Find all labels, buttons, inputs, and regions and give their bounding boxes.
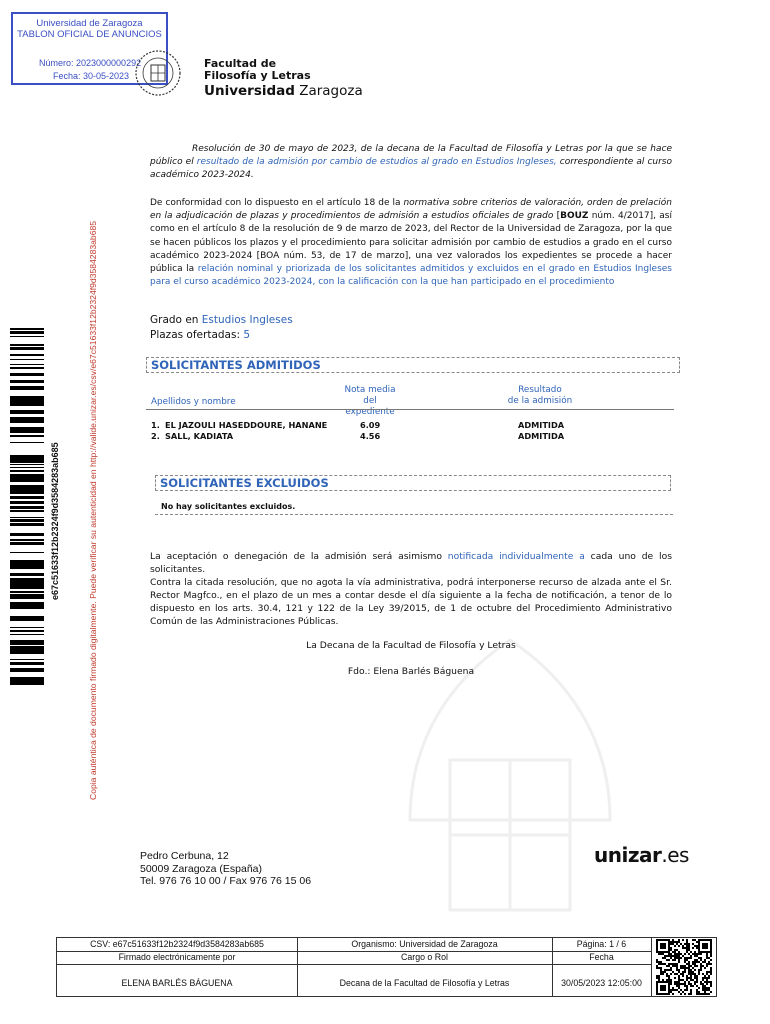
- signer-title: La Decana de la Facultad de Filosofía y Letras: [306, 640, 516, 651]
- stamp-fecha: Fecha: 30-05-2023: [53, 71, 130, 81]
- table-row: 2. SALL, KADIATA 4.56 ADMITIDA: [151, 431, 565, 441]
- resolution-intro: Resolución de 30 de mayo de 2023, de la decana de la Facultad de Filosofía y Letras por la que se hace público el resultado de la admisión por cambio de estudios al grado en Estudios Ingleses, correspondiente al curso académico 2023-2024.: [150, 144, 672, 181]
- csv-code-vertical: e67c51633f12b2324f9d3584283ab685: [50, 442, 60, 600]
- cargo-label: Cargo o Rol: [401, 952, 448, 962]
- fecha-label: Fecha: [589, 952, 614, 962]
- stamp-line-2: TABLON OFICIAL DE ANUNCIOS: [17, 29, 162, 40]
- faculty-logo: [204, 58, 363, 100]
- stamp-numero: Número: 2023000000292: [39, 58, 142, 68]
- csv-cell: CSV: e67c51633f12b2324f9d3584283ab685: [90, 939, 264, 949]
- grado-info: Grado en Estudios Ingleses Plazas ofertadas: 5: [150, 314, 293, 341]
- watermark-seal-icon: [300, 620, 720, 920]
- cargo-cell: Decana de la Facultad de Filosofía y Letras: [339, 978, 510, 988]
- table-row: 1. EL JAZOULI HASEDDOURE, HANANE 6.09 ADMITIDA: [151, 420, 565, 430]
- organismo-cell: Organismo: Universidad de Zaragoza: [351, 939, 498, 949]
- qr-code-icon[interactable]: [656, 939, 712, 995]
- relacion-highlight: relación nominal y priorizada de los solicitantes admitidos y excluidos en el grado en Estudios Ingleses para el curso académico 2023-2024, con la calificación con la que han participado en el procedimiento: [150, 264, 672, 288]
- grado-value: Estudios Ingleses: [201, 314, 293, 326]
- address-block: Pedro Cerbuna, 12 50009 Zaragoza (España) Tel. 976 76 10 00 / Fax 976 76 15 06: [140, 850, 312, 887]
- firmado-label: Firmado electrónicamente por: [118, 952, 236, 962]
- unizar-logo: unizar.es: [594, 843, 689, 867]
- firmante-cell: ELENA BARLÉS BÁGUENA: [121, 978, 233, 988]
- plazas-value: 5: [243, 329, 251, 341]
- section-admitidos-header: SOLICITANTES ADMITIDOS: [146, 357, 680, 373]
- signature-table: [56, 937, 717, 997]
- table-divider: [146, 409, 674, 410]
- faculty-logo-line-1: Facultad de: [204, 57, 277, 70]
- verification-text[interactable]: Copia auténtica de documento firmado digitalmente. Puede verificar su autenticidad en http://valide.unizar.es/csv/e67c51633f12b2324f9d3584283ab685: [88, 220, 98, 800]
- signer-name: Fdo.: Elena Barlés Báguena: [347, 666, 475, 677]
- fecha-cell: 30/05/2023 12:05:00: [561, 978, 642, 988]
- faculty-logo-line-2: Filosofía y Letras: [204, 69, 311, 82]
- link-resultado: resultado de la admisión por cambio de estudios al grado en Estudios Ingleses,: [196, 157, 557, 168]
- col-header-nota: Nota media del expediente: [344, 385, 396, 417]
- excluidos-divider: [155, 514, 673, 515]
- faculty-logo-line-3: Universidad Zaragoza: [204, 83, 363, 99]
- pagina-cell: Página: 1 / 6: [576, 939, 627, 949]
- col-header-resultado: Resultado de la admisión: [507, 385, 573, 406]
- notification-paragraph: La aceptación o denegación de la admisión será asimismo notificada individualmente a cada uno de los solicitantes. Contra la citada resolución, que no agota la vía administrativa, podrá interponerse recurso de alzada ante el Sr. Rector Magfco., en el plazo de un mes a contar desde el día siguiente a la fecha de notificación, a tenor de lo dispuesto en los arts. 30.4, 121 y 122 de la Ley 39/2015, de 1 de octubre del Procedimiento Administrativo Común de las Administraciones Públicas.: [150, 551, 672, 627]
- university-seal-icon: [130, 48, 186, 98]
- section-excluidos-header: SOLICITANTES EXCLUIDOS: [155, 475, 671, 491]
- col-header-nombre: Apellidos y nombre: [151, 397, 236, 407]
- no-excluidos-text: No hay solicitantes excluidos.: [161, 502, 296, 511]
- resolution-body: De conformidad con lo dispuesto en el artículo 18 de la normativa sobre criterios de valoración, orden de prelación en la adjudicación de plazas y procedimientos de admisión a estudios oficiales de grado [BOUZ núm. 4/2017], así como en el artículo 8 de la resolución de 9 de marzo de 2023, del Rector de la Universidad de Zaragoza, por la que se hacen públicos los plazos y el procedimiento para solicitar admisión por cambio de estudios a grado en el curso académico 2023-2024 [BOA núm. 53, de 17 de marzo], una vez valorados los expedientes se procede a hacer pública la relación nominal y priorizada de los solicitantes admitidos y excluidos en el grado en Estudios Ingleses para el curso académico 2023-2024, con la calificación con la que han participado en el procedimiento: [150, 198, 673, 288]
- barcode-icon: [10, 328, 44, 692]
- stamp-line-1: Universidad de Zaragoza: [36, 18, 143, 29]
